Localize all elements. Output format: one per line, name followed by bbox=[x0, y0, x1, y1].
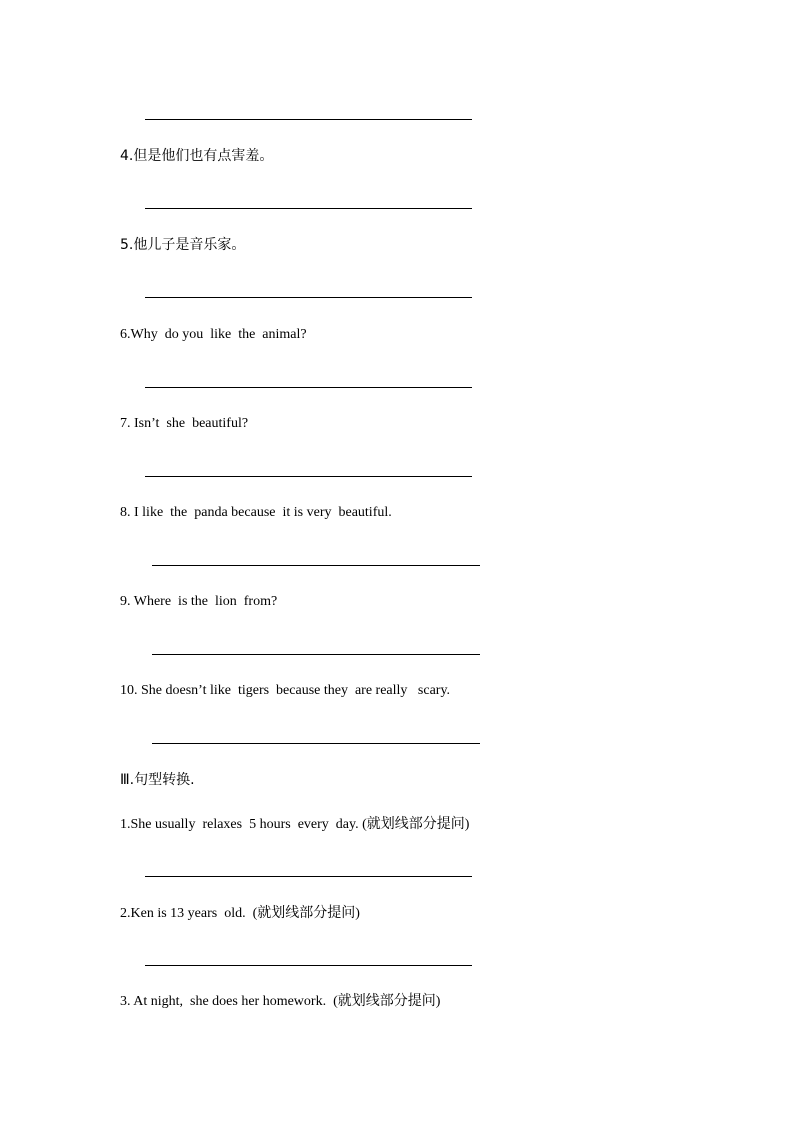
section-heading: Ⅲ.句型转换. bbox=[120, 772, 195, 788]
question-8: 8. I like the panda because it is very beautiful. bbox=[120, 505, 392, 520]
question-5: 5.他儿子是音乐家。 bbox=[120, 237, 246, 253]
answer-line-9[interactable] bbox=[152, 654, 480, 655]
question-4: 4.但是他们也有点害羞。 bbox=[120, 148, 274, 164]
transform-question-3: 3. At night, she does her homework. (就划线部分提问) bbox=[120, 994, 441, 1009]
question-7: 7. Isn’t she beautiful? bbox=[120, 416, 249, 431]
question-6: 6.Why do you like the animal? bbox=[120, 327, 307, 342]
question-9: 9. Where is the lion from? bbox=[120, 594, 278, 609]
answer-line-3[interactable] bbox=[145, 119, 472, 120]
answer-line-6[interactable] bbox=[145, 387, 472, 388]
answer-line-8[interactable] bbox=[152, 565, 480, 566]
question-10: 10. She doesn’t like tigers because they are really scary. bbox=[120, 683, 451, 698]
answer-line-7[interactable] bbox=[145, 476, 472, 477]
answer-line-10[interactable] bbox=[152, 743, 480, 744]
transform-answer-line-1[interactable] bbox=[145, 876, 472, 877]
transform-question-1: 1.She usually relaxes 5 hours every day. (就划线部分提问) bbox=[120, 817, 470, 832]
transform-answer-line-2[interactable] bbox=[145, 965, 472, 966]
answer-line-5[interactable] bbox=[145, 297, 472, 298]
answer-line-4[interactable] bbox=[145, 208, 472, 209]
transform-question-2: 2.Ken is 13 years old. (就划线部分提问) bbox=[120, 906, 360, 921]
